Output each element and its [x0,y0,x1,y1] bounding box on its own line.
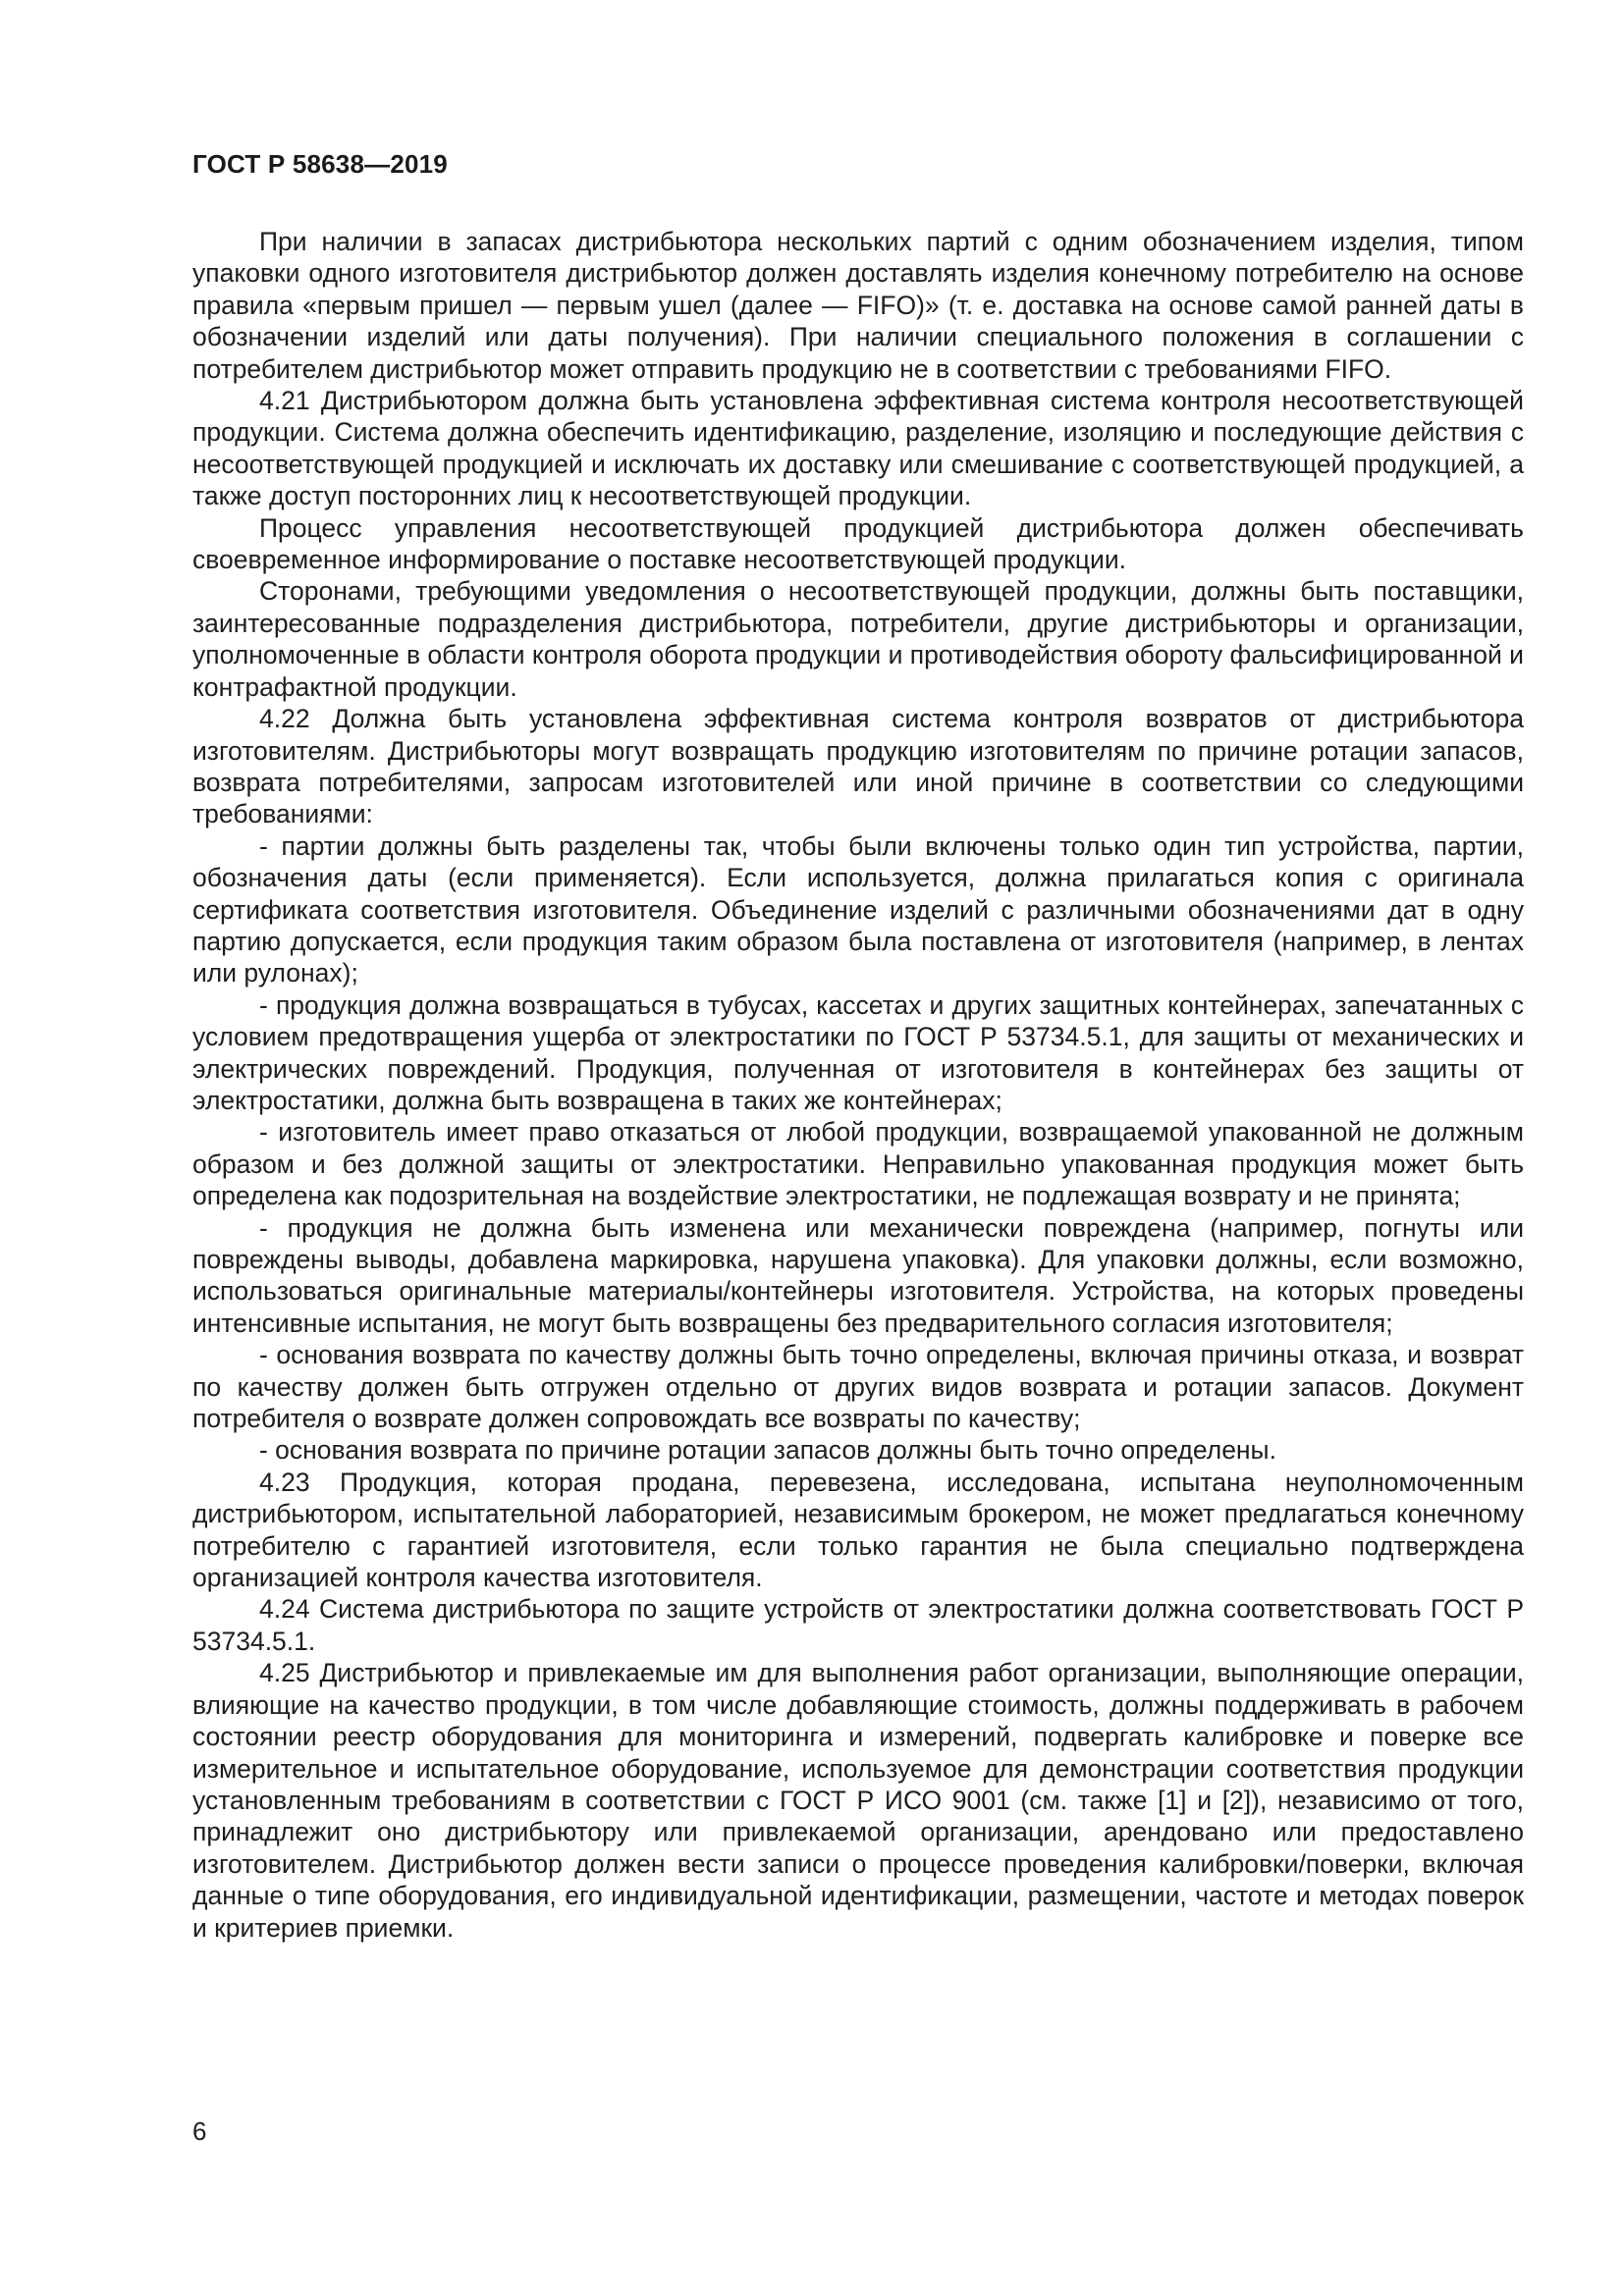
paragraph-4-21: 4.21 Дистрибьютором должна быть установлена эффективная система контроля несоответствующей продукции. Система должна обеспечить идентификацию, разделение, изоляцию и последующие действия с несоответствующей продукцией и исключать их доставку или смешивание с соответствующей продукцией, а также доступ посторонних лиц к несоответствующей продукции. [192,386,1524,511]
paragraph-4-23: 4.23 Продукция, которая продана, перевезена, исследована, испытана неуполномоченным дистрибьютором, испытательной лабораторией, независимым брокером, не может предлагаться конечному потребителю с гарантией изготовителя, если только гарантия не была специально подтверждена организацией контроля качества изготовителя. [192,1467,1524,1593]
document-body [192,226,1524,1944]
document-header-standard: ГОСТ Р 58638—2019 [192,149,448,179]
paragraph-4-24: 4.24 Система дистрибьютора по защите устройств от электростатики должна соответствовать ГОСТ Р 53734.5.1. [192,1594,1524,1656]
list-item-refusal-right: - изготовитель имеет право отказаться от любой продукции, возвращаемой упакованной не должным образом и без должной защиты от электростатики. Неправильно упакованная продукция может быть определена как подозрительная на воздействие электростатики, не подлежащая возврату и не принята; [192,1117,1524,1211]
paragraph-fifo-rule: При наличии в запасах дистрибьютора нескольких партий с одним обозначением изделия, типом упаковки одного изготовителя дистрибьютор должен доставлять изделия конечному потребителю на основе правила «первым пришел — первым ушел (далее — FIFO)» (т. е. доставка на основе самой ранней даты в обозначении изделий или даты получения). При наличии специального положения в соглашении с потребителем дистрибьютор может отправить продукцию не в соответствии с требованиями FIFO. [192,227,1524,384]
paragraph-notification-parties: Сторонами, требующими уведомления о несоответствующей продукции, должны быть поставщики, заинтересованные подразделения дистрибьютора, потребители, другие дистрибьюторы и организации, уполномоченные в области контроля оборота продукции и противодействия обороту фальсифицированной и контрафактной продукции. [192,576,1524,702]
list-item-rotation-returns: - основания возврата по причине ротации запасов должны быть точно определены. [259,1435,1276,1466]
list-item-lots-separation: - партии должны быть разделены так, чтобы были включены только один тип устройства, партии, обозначения даты (если применяется). Если используется, должна прилагаться копия с оригинала сертификата соответствия изготовителя. Объединение изделий с различными обозначениями дат в одну партию допускается, если продукция таким образом была поставлена от изготовителя (например, в лентах или рулонах); [192,830,1524,988]
page-number: 6 [192,2116,207,2146]
paragraph-nonconforming-process: Процесс управления несоответствующей продукцией дистрибьютора должен обеспечивать своевременное информирование о поставке несоответствующей продукции. [192,512,1524,575]
list-item-quality-returns: - основания возврата по качеству должны быть точно определены, включая причины отказа, и возврат по качеству должен быть отгружен отдельно от других видов возврата и ротации запасов. Документ потребителя о возврате должен сопровождать все возвраты по качеству; [192,1340,1524,1434]
list-item-no-modification: - продукция не должна быть изменена или механически повреждена (например, погнуты или повреждены выводы, добавлена маркировка, нарушена упаковка). Для упаковки должны, если возможно, использоваться оригинальные материалы/контейнеры изготовителя. Устройства, на которых проведены интенсивные испытания, не могут быть возвращены без предварительного согласия изготовителя; [192,1212,1524,1338]
list-item-return-containers: - продукция должна возвращаться в тубусах, кассетах и других защитных контейнерах, запечатанных с условием предотвращения ущерба от электростатики по ГОСТ Р 53734.5.1, для защиты от механических и электрических повреждений. Продукция, полученная от изготовителя в контейнерах без защиты от электростатики, должна быть возвращена в таких же контейнерах; [192,989,1524,1115]
paragraph-4-22: 4.22 Должна быть установлена эффективная система контроля возвратов от дистрибьютора изготовителям. Дистрибьюторы могут возвращать продукцию изготовителям по причине ротации запасов, возврата потребителями, запросам изготовителей или иной причине в соответствии со следующими требованиями: [192,704,1524,829]
paragraph-4-25: 4.25 Дистрибьютор и привлекаемые им для выполнения работ организации, выполняющие операции, влияющие на качество продукции, в том числе добавляющие стоимость, должны поддерживать в рабочем состоянии реестр оборудования для мониторинга и измерений, подвергать калибровке и поверке все измерительное и испытательное оборудование, используемое для демонстрации соответствия продукции установленным требованиям в соответствии с ГОСТ Р ИСО 9001 (см. также [1] и [2]), независимо от того, принадлежит оно дистрибьютору или привлекаемой организации, арендовано или предоставлено изготовителем. Дистрибьютор должен вести записи о процессе проведения калибровки/поверки, включая данные о типе оборудования, его индивидуальной идентификации, размещении, частоте и методах поверок и критериев приемки. [192,1658,1524,1943]
